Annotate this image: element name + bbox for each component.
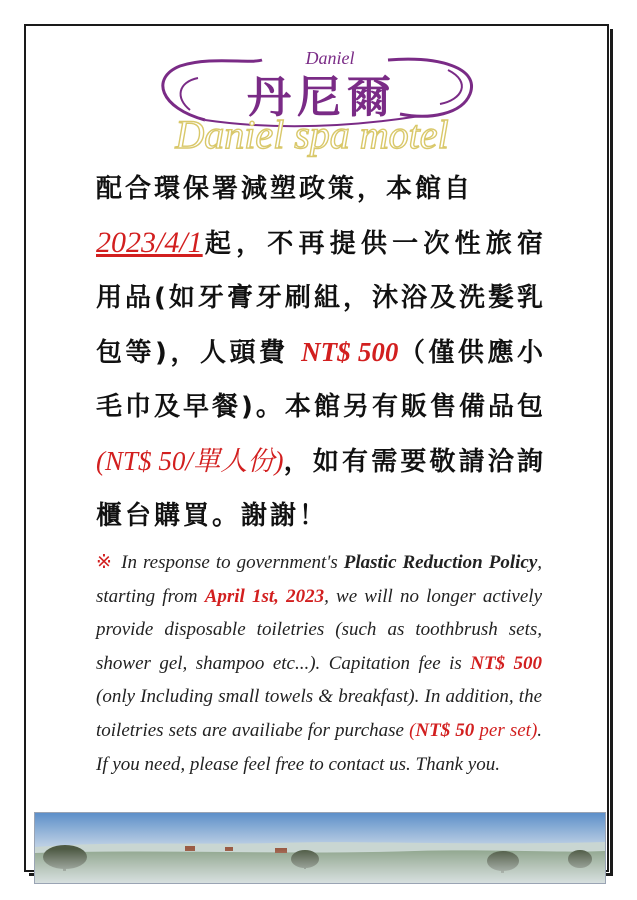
logo-swirl-right xyxy=(388,59,472,116)
en-start-date: April 1st, 2023 xyxy=(204,585,325,607)
en-pack-open: ( xyxy=(409,719,416,741)
zh-fee: NT$ 500 xyxy=(301,337,399,367)
zh-text-2: 起，不再提供一次性旅宿用品(如牙膏牙刷組，沐浴及洗髮乳包等)，人頭費 xyxy=(96,229,546,368)
logo-spa-name: Daniel spa motel xyxy=(175,112,449,157)
en-fee: NT$ 500 xyxy=(470,652,542,674)
reference-mark-icon: ※ xyxy=(96,552,114,573)
en-pack-close: ) xyxy=(530,719,538,741)
landscape-photo xyxy=(34,812,606,884)
logo-chinese-name: 丹尼爾 xyxy=(247,72,397,123)
zh-text-4: ，如有需要敬請洽詢櫃台購買。謝謝！ xyxy=(96,447,546,531)
notice-chinese xyxy=(96,162,546,543)
en-text-3: , we will no longer actively provide disposable toiletries (such as toothbrush sets, shower gel, shampoo etc...). Capitation fee is xyxy=(96,585,543,674)
en-pack-unit: per set xyxy=(479,719,531,741)
en-text-5: . If you need, please feel free to contact us. Thank you. xyxy=(96,719,543,775)
en-pack-price: NT$ 50 xyxy=(415,719,475,741)
zh-text-1: 配合環保署減塑政策，本館自 xyxy=(96,174,474,204)
motel-logo xyxy=(0,38,637,158)
notice-english xyxy=(96,546,542,781)
en-text-4: (only Including small towels & breakfast). In addition, the toiletries sets are availiabe for purchase xyxy=(96,686,542,741)
zh-pack-price: (NT$ 50/單人份) xyxy=(96,446,284,476)
zh-start-date: 2023/4/1 xyxy=(96,226,203,259)
en-text-2: , starting from xyxy=(96,552,543,607)
zh-text-3: （僅供應小毛巾及早餐)。本館另有販售備品包 xyxy=(96,338,546,422)
en-policy: Plastic Reduction Policy xyxy=(343,552,538,573)
logo-top-script: Daniel xyxy=(305,48,355,68)
en-text-1: In response to government's xyxy=(121,552,338,573)
